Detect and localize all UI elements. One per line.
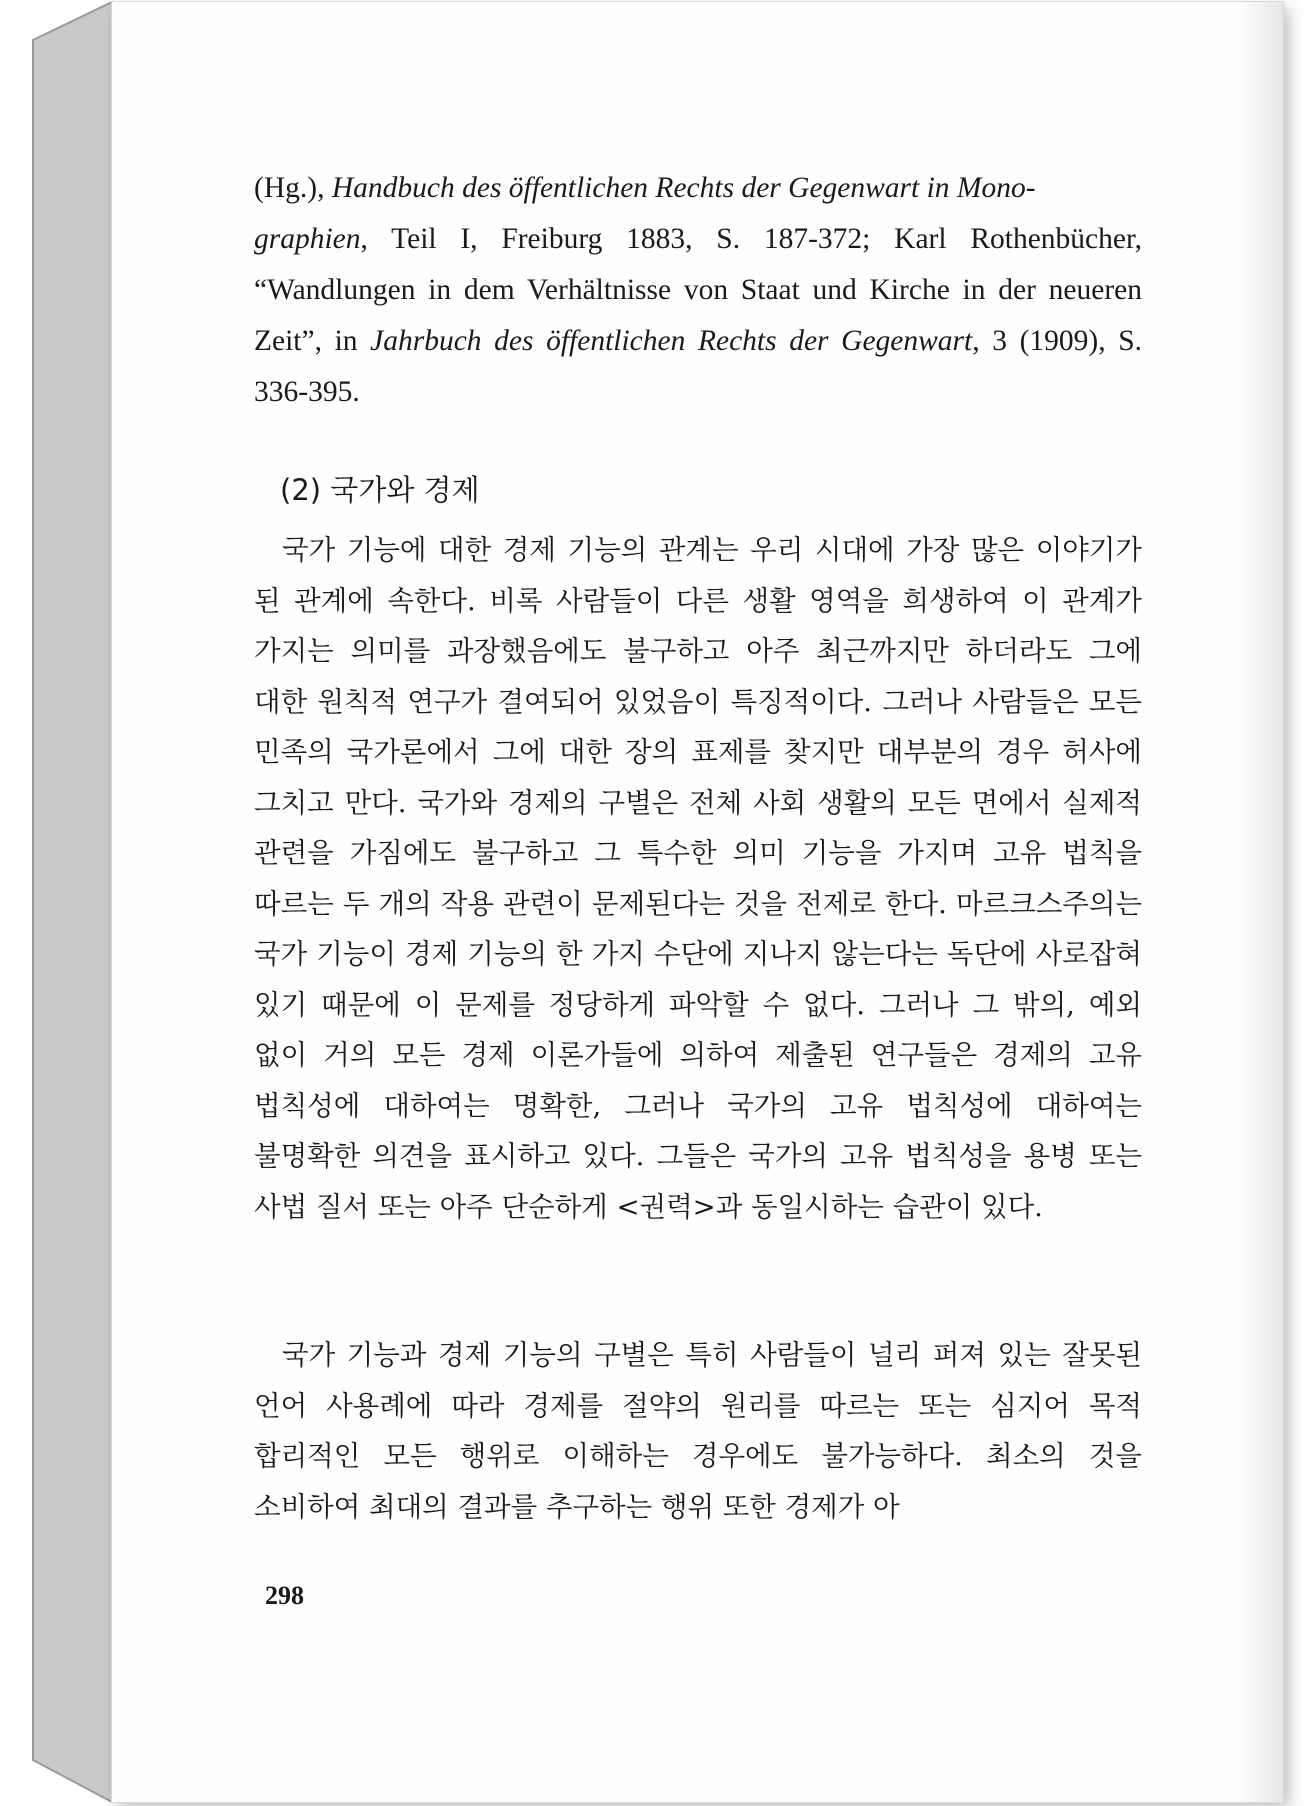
ref-rothenbuecher: , Teil I, Freiburg 1883, S. 187-372; Karl Rothenbücher, “Wandlungen in dem Verhältnisse von Staat und Kirche in der neueren Zeit”, in [254, 223, 1142, 357]
section-heading: (2) 국가와 경제 [280, 473, 480, 507]
reference-continuation [254, 163, 1142, 418]
ref-title-jahrbuch: Jahrbuch des öffentlichen Rechts der Gegenwart [370, 325, 973, 357]
ref-title-graphien: graphien [254, 223, 361, 255]
paragraph-1-text: 국가 기능에 대한 경제 기능의 관계는 우리 시대에 가장 많은 이야기가 된 관계에 속한다. 비록 사람들이 다른 생활 영역을 희생하여 이 관계가 가지는 의미를 과장했음에도 불구하고 아주 최근까지만 하더라도 그에 대한 원칙적 연구가 결여되어 있었음이 특징적이다. 그러나 사람들은 모든 민족의 국가론에서 그에 대한 장의 표제를 찾지만 대부분의 경우 허사에 그치고 만다. 국가와 경제의 구별은 전체 사회 생활의 모든 면에서 실제적 관련을 가짐에도 불구하고 그 특수한 의미 기능을 가지며 고유 법칙을 따르는 두 개의 작용 관련이 문제된다는 것을 전제로 한다. 마르크스주의는 국가 기능이 경제 기능의 한 가지 수단에 지나지 않는다는 독단에 사로잡혀 있기 때문에 이 문제를 정당하게 파악할 수 없다. 그러나 그 밖의, 예외 없이 거의 모든 경제 이론가들에 의하여 제출된 연구들은 경제의 고유 법칙성에 대하여는 명확한, 그러나 국가의 고유 법칙성에 대하여는 불명확한 의견을 표시하고 있다. 그들은 국가의 고유 법칙성을 용병 또는 사법 질서 또는 아주 단순하게 <권력>과 동일시하는 습관이 있다. [254, 534, 1142, 1223]
body-paragraph-2 [254, 1330, 1142, 1532]
body-paragraph-1 [254, 525, 1142, 1232]
paragraph-2-text: 국가 기능과 경제 기능의 구별은 특히 사람들이 널리 퍼져 있는 잘못된 언어 사용례에 따라 경제를 절약의 원리를 따르는 또는 심지어 목적 합리적인 모든 행위로 이해하는 경우에도 불가능하다. 최소의 것을 소비하여 최대의 결과를 추구하는 행위 또한 경제가 아 [254, 1339, 1142, 1523]
ref-title-handbuch: Handbuch des öffentlichen Rechts der Gegenwart in Mono- [331, 172, 1036, 204]
page-number: 298 [265, 1581, 304, 1610]
ref-jahrbuch-details: , 3 (1909), S. 336-395. [254, 325, 1142, 408]
ref-prefix: (Hg.), [254, 172, 332, 204]
page-edge-shade [1239, 2, 1283, 1802]
